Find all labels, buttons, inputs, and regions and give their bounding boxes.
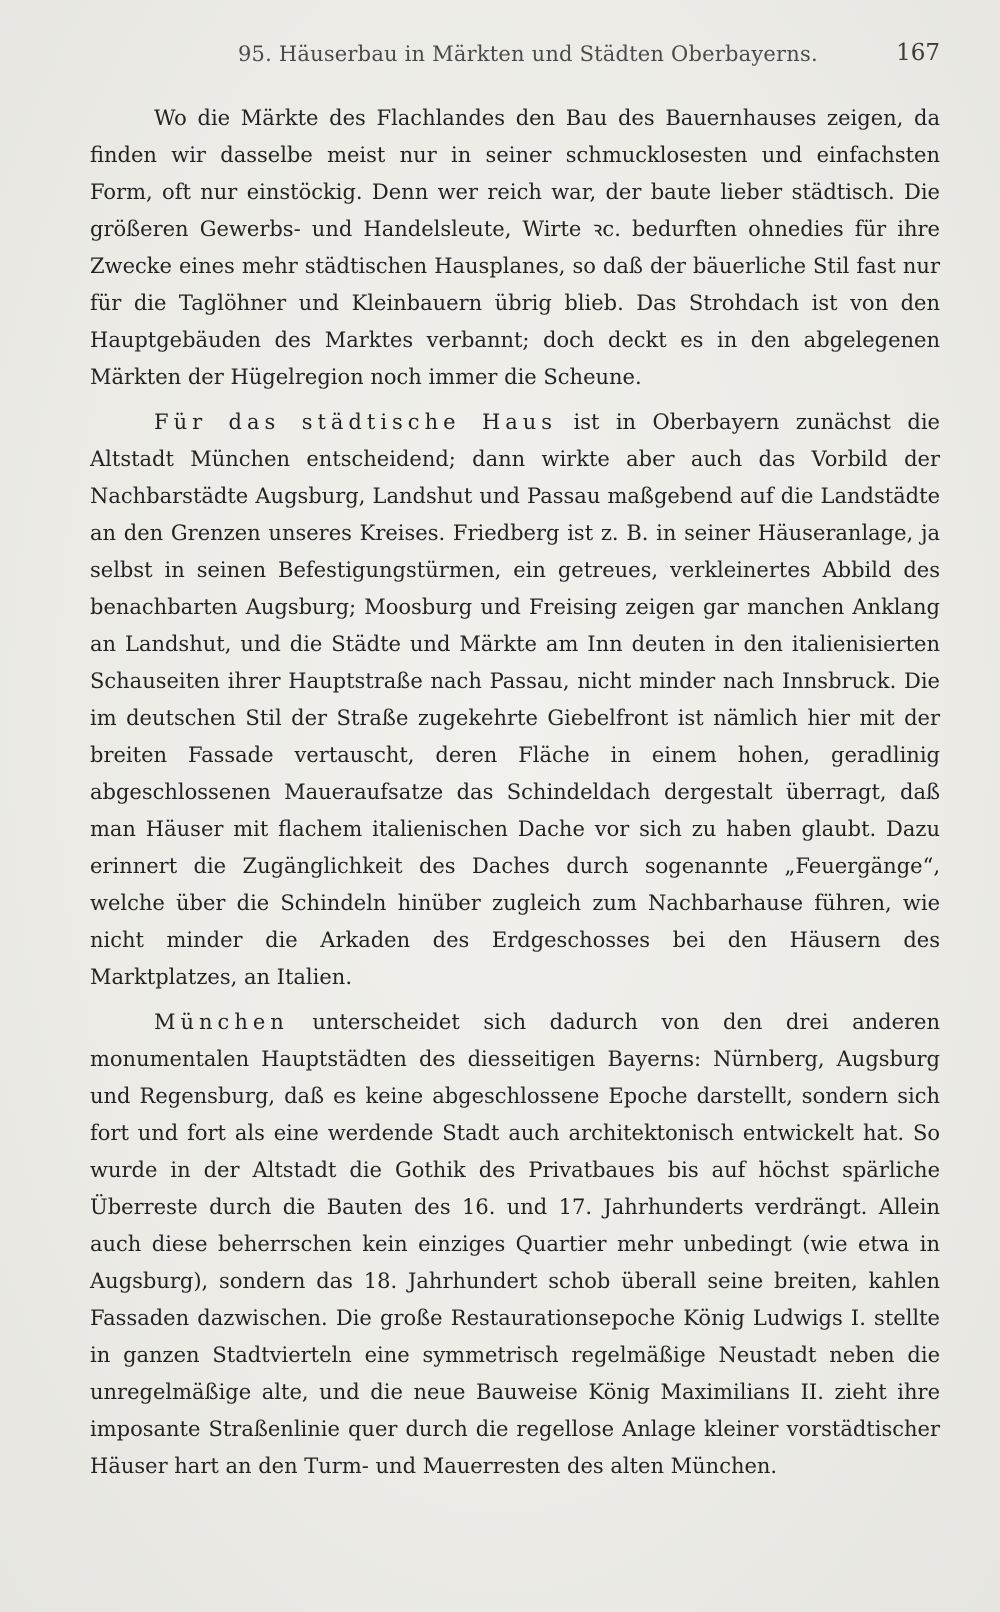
spaced-emphasis: Für das städtische Haus bbox=[154, 410, 558, 434]
body-text bbox=[90, 100, 940, 1485]
paragraph-1 bbox=[90, 100, 940, 396]
page-number: 167 bbox=[896, 40, 940, 66]
paragraph-text: Wo die Märkte des Flachlandes den Bau des Bauernhauses zeigen, da finden wir dasselbe meist nur in seiner schmucklosesten und einfachsten Form, oft nur einstöckig. Denn wer reich war, der baute lieber städtisch. Die größeren Gewerbs- und Handelsleute, Wirte ꝛc. bedurften ohnedies für ihre Zwecke eines mehr städtischen Hausplanes, so daß der bäuerliche Stil fast nur für die Taglöhner und Kleinbauern übrig blieb. Das Strohdach ist von den Hauptgebäuden des Marktes verbannt; doch deckt es in den abgelegenen Märkten der Hügelregion noch immer die Scheune. bbox=[90, 106, 940, 389]
paragraph-text: ist in Oberbayern zunächst die Altstadt München entscheidend; dann wirkte aber auch das Vorbild der Nachbarstädte Augsburg, Landshut und Passau maßgebend auf die Landstädte an den Grenzen unseres Kreises. Friedberg ist z. B. in seiner Häuseranlage, ja selbst in seinen Befestigungstürmen, ein getreues, verkleinertes Abbild des benachbarten Augsburg; Moosburg und Freising zeigen gar manchen Anklang an Landshut, und die Städte und Märkte am Inn deuten in den italienisierten Schauseiten ihrer Hauptstraße nach Passau, nicht minder nach Innsbruck. Die im deutschen Stil der Straße zugekehrte Giebelfront ist nämlich hier mit der breiten Fassade vertauscht, deren Fläche in einem hohen, geradlinig abgeschlossenen Maueraufsatze das Schindeldach dergestalt überragt, daß man Häuser mit flachem italienischen Dache vor sich zu haben glaubt. Dazu erinnert die Zugänglichkeit des Daches durch sogenannte „Feuergänge“, welche über die Schindeln hinüber zugleich zum Nachbarhause führen, wie nicht minder die Arkaden des Erdgeschosses bei den Häusern des Marktplatzes, an Italien. bbox=[90, 410, 940, 989]
paragraph-text: unterscheidet sich dadurch von den drei anderen monumentalen Hauptstädten des diesseitigen Bayerns: Nürnberg, Augsburg und Regensburg, daß es keine abgeschlossene Epoche darstellt, sondern sich fort und fort als eine werdende Stadt auch architektonisch entwickelt hat. So wurde in der Altstadt die Gothik des Privatbaues bis auf höchst spärliche Überreste durch die Bauten des 16. und 17. Jahrhunderts verdrängt. Allein auch diese beherrschen kein einziges Quartier mehr unbedingt (wie etwa in Augsburg), sondern das 18. Jahrhundert schob überall seine breiten, kahlen Fassaden dazwischen. Die große Restaurationsepoche König Ludwigs I. stellte in ganzen Stadtvierteln eine symmetrisch regelmäßige Neustadt neben die unregelmäßige alte, und die neue Bauweise König Maximilians II. zieht ihre imposante Straßenlinie quer durch die regellose Anlage kleiner vorstädtischer Häuser hart an den Turm- und Mauerresten des alten München. bbox=[90, 1010, 940, 1478]
page-header bbox=[90, 38, 940, 78]
paragraph-3 bbox=[90, 1004, 940, 1485]
running-head: 95. Häuserbau in Märkten und Städten Oberbayerns. bbox=[238, 42, 818, 66]
spaced-emphasis: München bbox=[154, 1010, 289, 1034]
paragraph-2 bbox=[90, 404, 940, 996]
